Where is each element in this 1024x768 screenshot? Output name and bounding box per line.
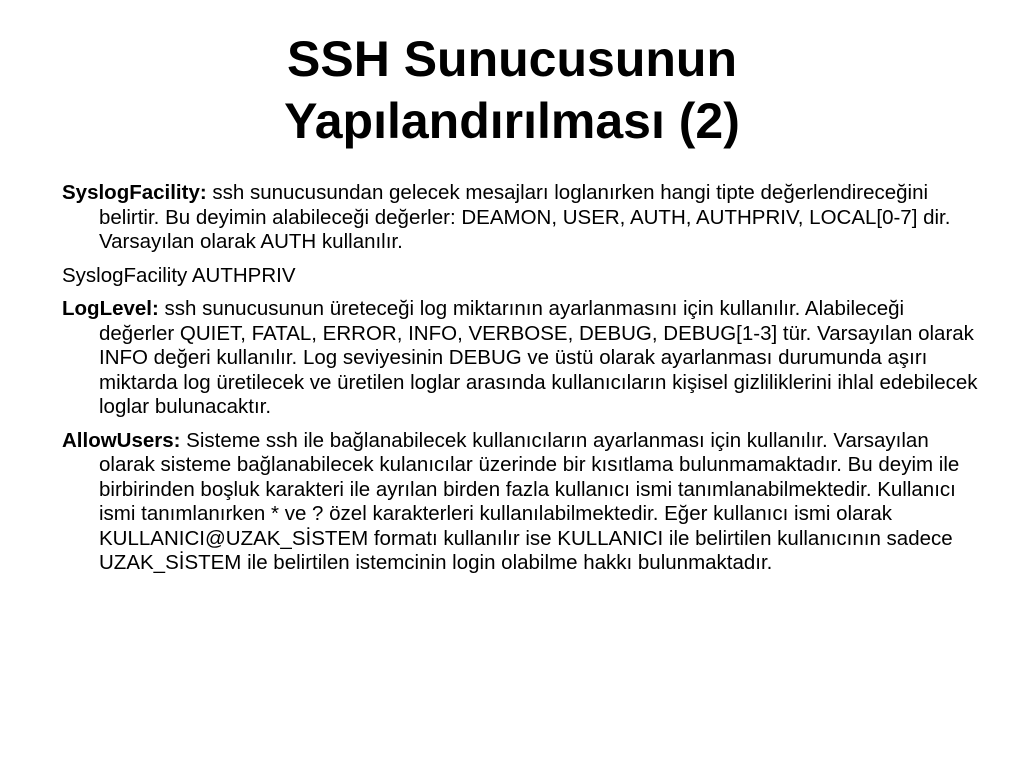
paragraph-text: ssh sunucusundan gelecek mesajları loglanırken hangi tipte değerlendireceğini belirtir. Bu deyimin alabileceği değerler: DEAMON, USER, AUTH, AUTHPRIV, LOCAL[0-7] dir. Varsayılan olarak AUTH kullanılır. (99, 181, 951, 253)
slide-title (0, 28, 1024, 152)
paragraph-syslogfacility (62, 181, 982, 255)
paragraph-text: ssh sunucusunun üreteceği log miktarının ayarlanmasını için kullanılır. Alabileceği değerler QUIET, FATAL, ERROR, INFO, VERBOSE, DEBUG, DEBUG[1-3] tür. Varsayılan olarak INFO değeri kullanılır. Log seviyesinin DEBUG ve üstü olarak ayarlanması durumunda aşırı miktarda log üretilecek ve üretilen loglar arasında kullanıcıların kişisel gizliliklerini ihlal edebilecek loglar bulunacaktır. (99, 297, 978, 418)
paragraph-allowusers (62, 429, 982, 576)
paragraph-text: Sisteme ssh ile bağlanabilecek kullanıcıların ayarlanması için kullanılır. Varsayılan olarak sisteme bağlanabilecek kulanıcılar üzerinde bir kısıtlama bulunmamaktadır. Bu deyim ile birbirinden boşluk karakteri ile ayrılan birden fazla kullanıcı ismi tanımlanabilmektedir. Kullanıcı ismi tanımlanırken * ve ? özel karakterleri kullanılabilmektedir. Eğer kullanıcı ismi olarak KULLANICI@UZAK_SİSTEM formatı kullanılır ise KULLANICI ile belirtilen kullanıcının sadece UZAK_SİSTEM ile belirtilen istemcinin login olabilme hakkı bulunmaktadır. (99, 428, 960, 574)
slide-title-line-2: Yapılandırılması (2) (284, 93, 740, 149)
paragraph-loglevel (62, 297, 982, 420)
term-syslogfacility: SyslogFacility: (62, 181, 207, 204)
paragraph-text: SyslogFacility AUTHPRIV (62, 263, 296, 287)
slide-body (62, 181, 982, 585)
term-loglevel: LogLevel: (62, 297, 159, 320)
slide-title-line-1: SSH Sunucusunun (287, 31, 737, 87)
term-allowusers: AllowUsers: (62, 428, 181, 452)
paragraph-syslogfacility-example (62, 264, 982, 289)
